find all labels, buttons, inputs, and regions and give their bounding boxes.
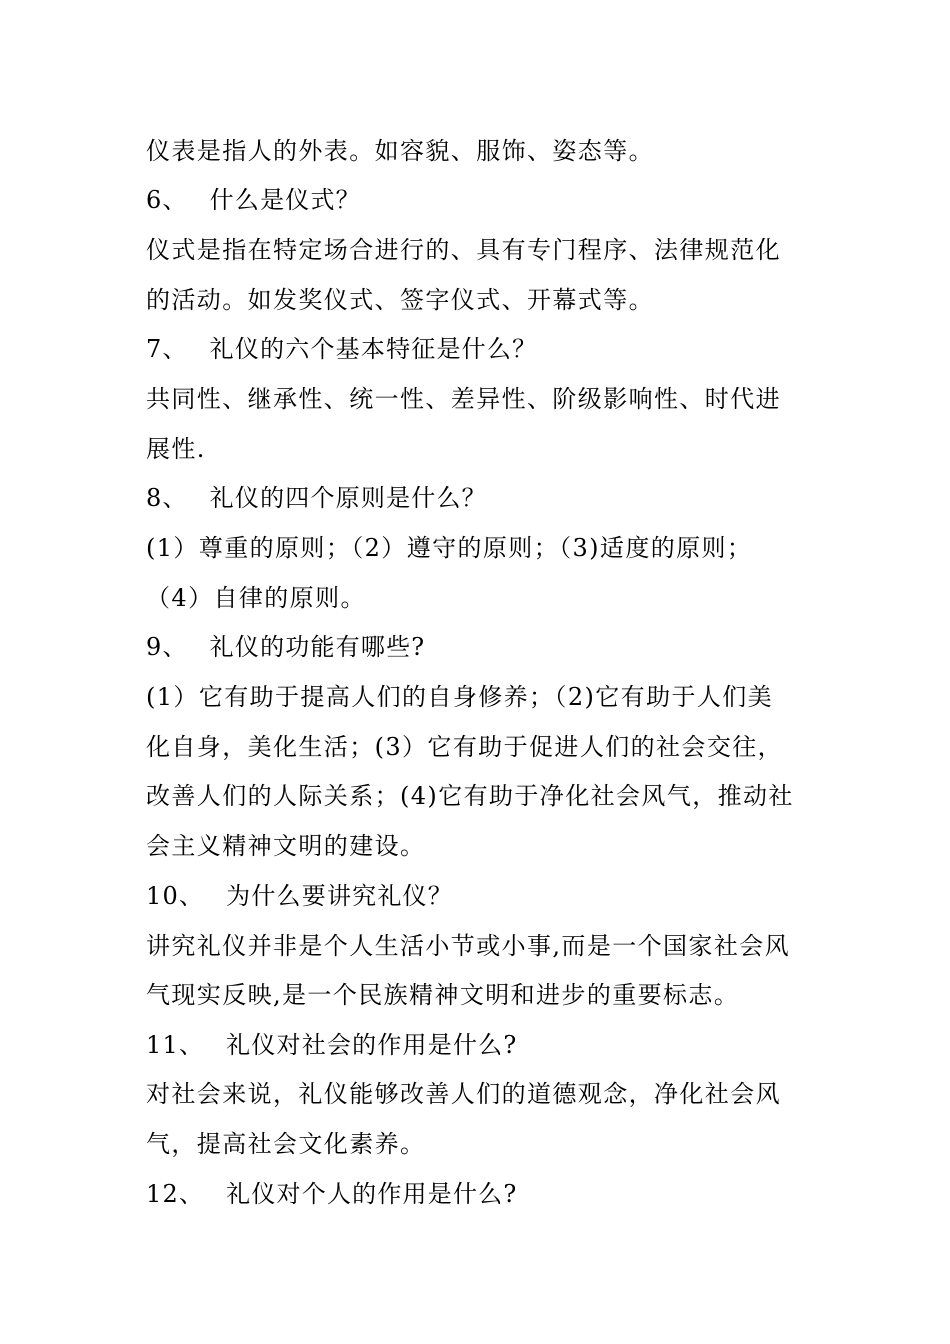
text-line: 展性. (146, 435, 206, 463)
text-line: 的活动。如发奖仪式、签字仪式、开幕式等。 (146, 286, 654, 314)
question-text: 什么是仪式？ (209, 186, 361, 214)
question-text: 礼仪的六个基本特征是什么？ (209, 335, 538, 363)
question-text: 礼仪的功能有哪些? (209, 633, 426, 661)
question-text: 礼仪对个人的作用是什么? (226, 1180, 518, 1208)
question-line (146, 1179, 816, 1209)
question-text: 礼仪对社会的作用是什么? (226, 1031, 518, 1059)
question-line (146, 1030, 816, 1060)
text-line: 共同性、继承性、统一性、差异性、阶级影响性、时代进 (146, 385, 781, 413)
text-line: 会主义精神文明的建设。 (146, 832, 426, 860)
question-number: 8、 (146, 484, 188, 512)
text-line: 化自身，美化生活；(3）它有助于促进人们的社会交往， (146, 733, 784, 761)
text-line: （4）自律的原则。 (146, 584, 366, 612)
text-line: 仪表是指人的外表。如容貌、服饰、姿态等。 (146, 137, 654, 165)
question-line (146, 334, 816, 364)
question-text: 礼仪的四个原则是什么？ (209, 484, 487, 512)
question-number: 12、 (146, 1180, 205, 1208)
text-line: 仪式是指在特定场合进行的、具有专门程序、法律规范化 (146, 236, 781, 264)
question-line (146, 483, 816, 513)
question-number: 10、 (146, 882, 205, 910)
text-line: 讲究礼仪并非是个人生活小节或小事,而是一个国家社会风 (146, 932, 791, 960)
text-line: 气，提高社会文化素养。 (146, 1130, 426, 1158)
text-line: (1）它有助于提高人们的自身修养；（2)它有助于人们美 (146, 683, 774, 711)
question-number: 6、 (146, 186, 188, 214)
text-line: 改善人们的人际关系；(4)它有助于净化社会风气，推动社 (146, 782, 794, 810)
question-line (146, 185, 816, 215)
question-number: 7、 (146, 335, 188, 363)
text-line: 对社会来说，礼仪能够改善人们的道德观念，净化社会风 (146, 1080, 781, 1108)
question-line (146, 632, 816, 662)
question-number: 11、 (146, 1031, 205, 1059)
text-line: (1）尊重的原则；（2）遵守的原则；（3)适度的原则； (146, 534, 753, 562)
question-line (146, 881, 816, 911)
text-line: 气现实反映,是一个民族精神文明和进步的重要标志。 (146, 981, 740, 1009)
question-text: 为什么要讲究礼仪？ (226, 882, 453, 910)
question-number: 9、 (146, 633, 188, 661)
